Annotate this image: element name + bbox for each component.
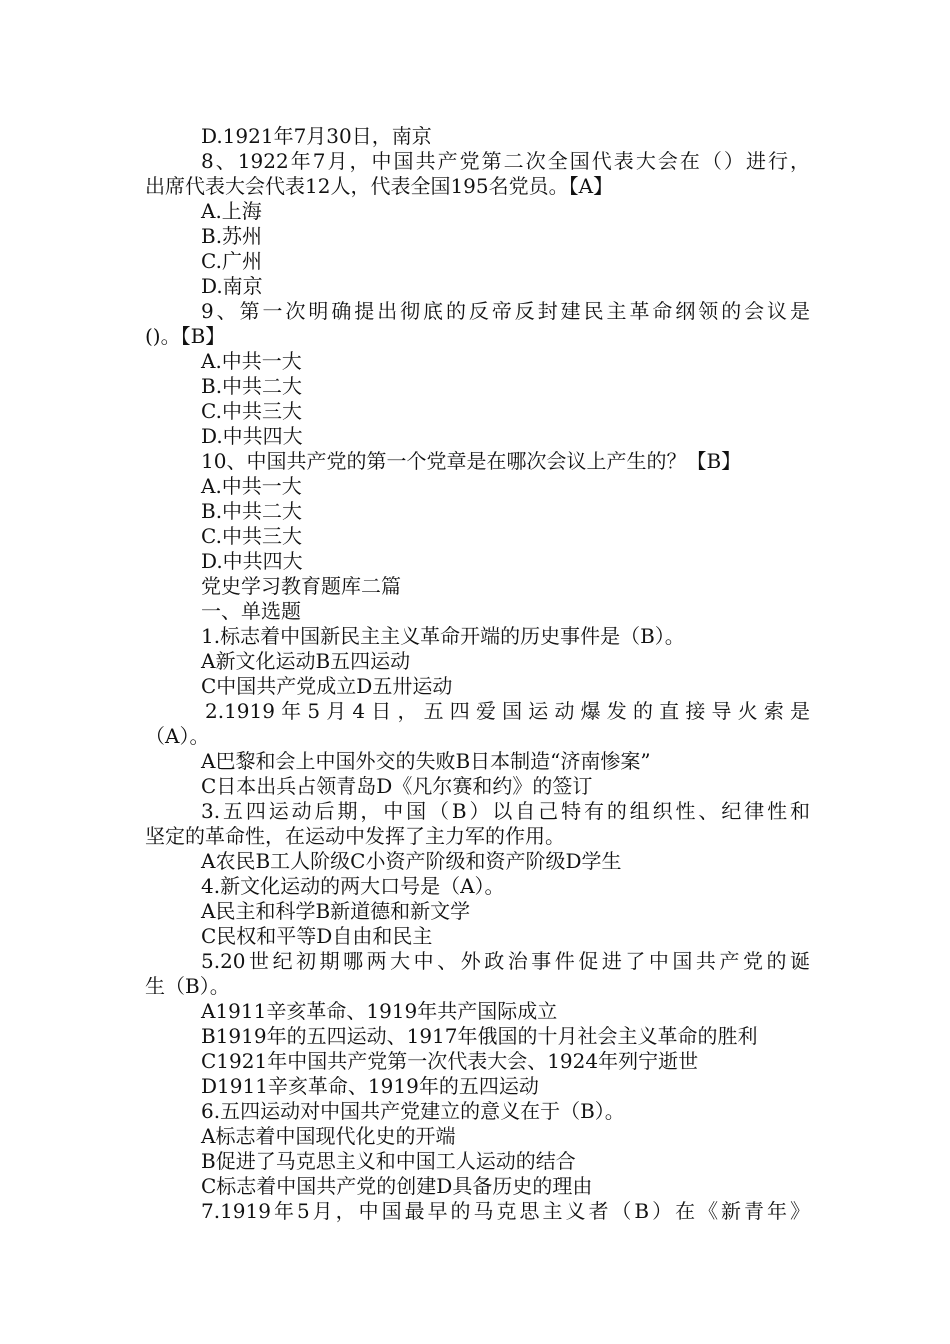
question-line: 3.五四运动后期，中国（B）以自己特有的组织性、纪律性和 [201, 799, 810, 823]
option-line: C.中共三大 [201, 524, 302, 548]
option-line: D1911辛亥革命、1919年的五四运动 [201, 1074, 539, 1098]
text-line: 坚定的革命性，在运动中发挥了主力军的作用。 [145, 824, 565, 848]
option-line: C中国共产党成立D五卅运动 [201, 674, 453, 698]
option-line: C日本出兵占领青岛D《凡尔赛和约》的签订 [201, 774, 593, 798]
option-line: A民主和科学B新道德和新文学 [201, 899, 471, 923]
question-line: 7.1919年5月，中国最早的马克思主义者（B）在《新青年》 [201, 1199, 810, 1223]
option-line: C1921年中国共产党第一次代表大会、1924年列宁逝世 [201, 1049, 699, 1073]
option-line: B.中共二大 [201, 499, 303, 523]
text-line: 生（B）。 [145, 974, 230, 998]
option-line: A1911辛亥革命、1919年共产国际成立 [201, 999, 558, 1023]
text-line: D.1921年7月30日，南京 [201, 124, 432, 148]
question-line: 6.五四运动对中国共产党建立的意义在于（B）。 [201, 1099, 625, 1123]
document-body [145, 124, 810, 1224]
text-line: （A）。 [145, 724, 210, 748]
option-line: D.中共四大 [201, 549, 303, 573]
question-line: 5.20世纪初期哪两大中、外政治事件促进了中国共产党的诞 [201, 949, 810, 973]
section-heading: 一、单选题 [201, 599, 301, 623]
option-line: A.上海 [201, 199, 262, 223]
option-line: B促进了马克思主义和中国工人运动的结合 [201, 1149, 576, 1173]
option-line: A标志着中国现代化史的开端 [201, 1124, 456, 1148]
option-line: A新文化运动B五四运动 [201, 649, 411, 673]
question-line: 4.新文化运动的两大口号是（A）。 [201, 874, 505, 898]
option-line: D.南京 [201, 274, 263, 298]
section-title: 党史学习教育题库二篇 [201, 574, 401, 598]
option-line: A.中共一大 [201, 349, 302, 373]
option-line: A农民B工人阶级C小资产阶级和资产阶级D学生 [201, 849, 622, 873]
option-line: B.苏州 [201, 224, 263, 248]
option-line: C标志着中国共产党的创建D具备历史的理由 [201, 1174, 593, 1198]
option-line: D.中共四大 [201, 424, 303, 448]
text-line: 出席代表大会代表12人，代表全国195名党员。【A】 [145, 174, 614, 198]
question-line: 1.标志着中国新民主主义革命开端的历史事件是（B）。 [201, 624, 685, 648]
option-line: C民权和平等D自由和民主 [201, 924, 433, 948]
text-line: ()。【B】 [145, 324, 226, 348]
option-line: A.中共一大 [201, 474, 302, 498]
question-line: 10、中国共产党的第一个党章是在哪次会议上产生的？【B】 [201, 449, 742, 473]
option-line: B.中共二大 [201, 374, 303, 398]
option-line: A巴黎和会上中国外交的失败B日本制造“济南惨案” [201, 749, 651, 773]
option-line: C.中共三大 [201, 399, 302, 423]
question-line: 9、第一次明确提出彻底的反帝反封建民主革命纲领的会议是 [201, 299, 810, 323]
question-line: 8、1922年7月，中国共产党第二次全国代表大会在（）进行， [201, 149, 810, 173]
option-line: B1919年的五四运动、1917年俄国的十月社会主义革命的胜利 [201, 1024, 758, 1048]
question-line: 2.1919年5月4日，五四爱国运动爆发的直接导火索是 [205, 699, 810, 723]
option-line: C.广州 [201, 249, 262, 273]
